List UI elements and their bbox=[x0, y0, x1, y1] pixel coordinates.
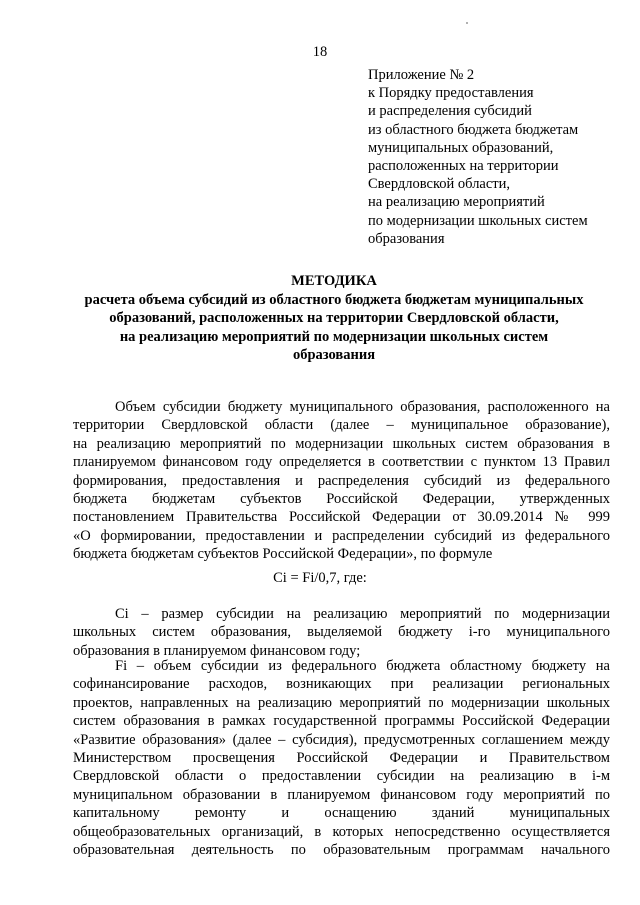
text-line: общеобразовательных организаций, в которых непосредственно осуществляется bbox=[73, 823, 610, 840]
text-line: проектов, направленных на реализацию мероприятий по модернизации школьных bbox=[73, 694, 610, 711]
page-number: 18 bbox=[312, 44, 328, 60]
text-line: «О формировании, предоставлении и распределении субсидий из федерального bbox=[73, 527, 610, 544]
document-title bbox=[60, 272, 608, 365]
text-line: муниципальном образовании в планируемом финансовом году мероприятий по bbox=[73, 786, 610, 803]
title-heading: МЕТОДИКА bbox=[291, 273, 377, 289]
scan-speck bbox=[466, 22, 468, 24]
text-line: планируемом финансовом году определяется в соответствии с пунктом 13 Правил bbox=[73, 454, 610, 471]
text-line: школьных систем образования, выделяемой бюджету i-го муниципального bbox=[73, 624, 610, 641]
text-line: территории Свердловской области (далее – муниципальное образование), bbox=[73, 417, 610, 434]
text-line: Fi – объем субсидии из федерального бюджета областному бюджету на bbox=[115, 658, 610, 674]
appendix-line: к Порядку предоставления bbox=[368, 85, 534, 102]
text-line: Объем субсидии бюджету муниципального образования, расположенного на bbox=[115, 399, 610, 415]
appendix-line: муниципальных образований, bbox=[368, 139, 554, 156]
title-line: расчета объема субсидий из областного бюджета бюджетам муниципальных bbox=[84, 291, 584, 308]
text-line: постановлением Правительства Российской Федерации от 30.09.2014 № 999 bbox=[73, 509, 610, 526]
title-line: образования bbox=[292, 347, 376, 363]
text-line: Ci – размер субсидии на реализацию мероприятий по модернизации bbox=[115, 606, 610, 622]
appendix-line: Свердловской области, bbox=[368, 176, 511, 193]
appendix-line: и распределения субсидий bbox=[368, 103, 532, 120]
title-line: на реализацию мероприятий по модернизации школьных систем bbox=[119, 328, 549, 345]
appendix-line: по модернизации школьных систем bbox=[368, 212, 588, 229]
text-line: капитальному ремонту и оснащению зданий муниципальных bbox=[73, 805, 610, 822]
text-line: образовательная деятельность по образовательным программам начального bbox=[73, 841, 610, 858]
text-line: софинансирование расходов, возникающих при реализации региональных bbox=[73, 676, 610, 693]
paragraph-ci-definition bbox=[73, 605, 610, 660]
appendix-line: из областного бюджета бюджетам bbox=[368, 121, 579, 138]
title-line: образований, расположенных на территории Свердловской области, bbox=[109, 310, 559, 326]
text-line: на реализацию мероприятий по модернизации школьных систем образования в bbox=[73, 435, 610, 452]
formula: Ci = Fi/0,7, где: bbox=[273, 570, 367, 586]
text-line: формирования, предоставления и распределения субсидий из федерального bbox=[73, 472, 610, 489]
text-line: Свердловской области о предоставлении субсидии на реализацию в i-м bbox=[73, 768, 610, 785]
text-line: бюджета бюджетам субъектов Российской Федерации», по формуле bbox=[73, 546, 493, 563]
appendix-line: образования bbox=[368, 230, 445, 247]
appendix-line: расположенных на территории bbox=[368, 158, 559, 175]
paragraph-fi-definition bbox=[73, 657, 610, 859]
appendix-header bbox=[368, 66, 618, 248]
text-line: систем образования в рамках государственной программы Российской Федерации bbox=[73, 713, 610, 730]
appendix-line: Приложение № 2 bbox=[368, 67, 475, 83]
appendix-line: на реализацию мероприятий bbox=[368, 194, 545, 211]
text-line: образования в планируемом финансовом году; bbox=[73, 642, 361, 659]
paragraph-subsidy-volume bbox=[73, 398, 610, 564]
text-line: Министерством просвещения Российской Федерации и Правительством bbox=[73, 749, 610, 766]
text-line: бюджета бюджетам субъектов Российской Федерации, утвержденных bbox=[73, 490, 610, 507]
text-line: «Развитие образования» (далее – субсидия), предусмотренных соглашением между bbox=[73, 731, 610, 748]
